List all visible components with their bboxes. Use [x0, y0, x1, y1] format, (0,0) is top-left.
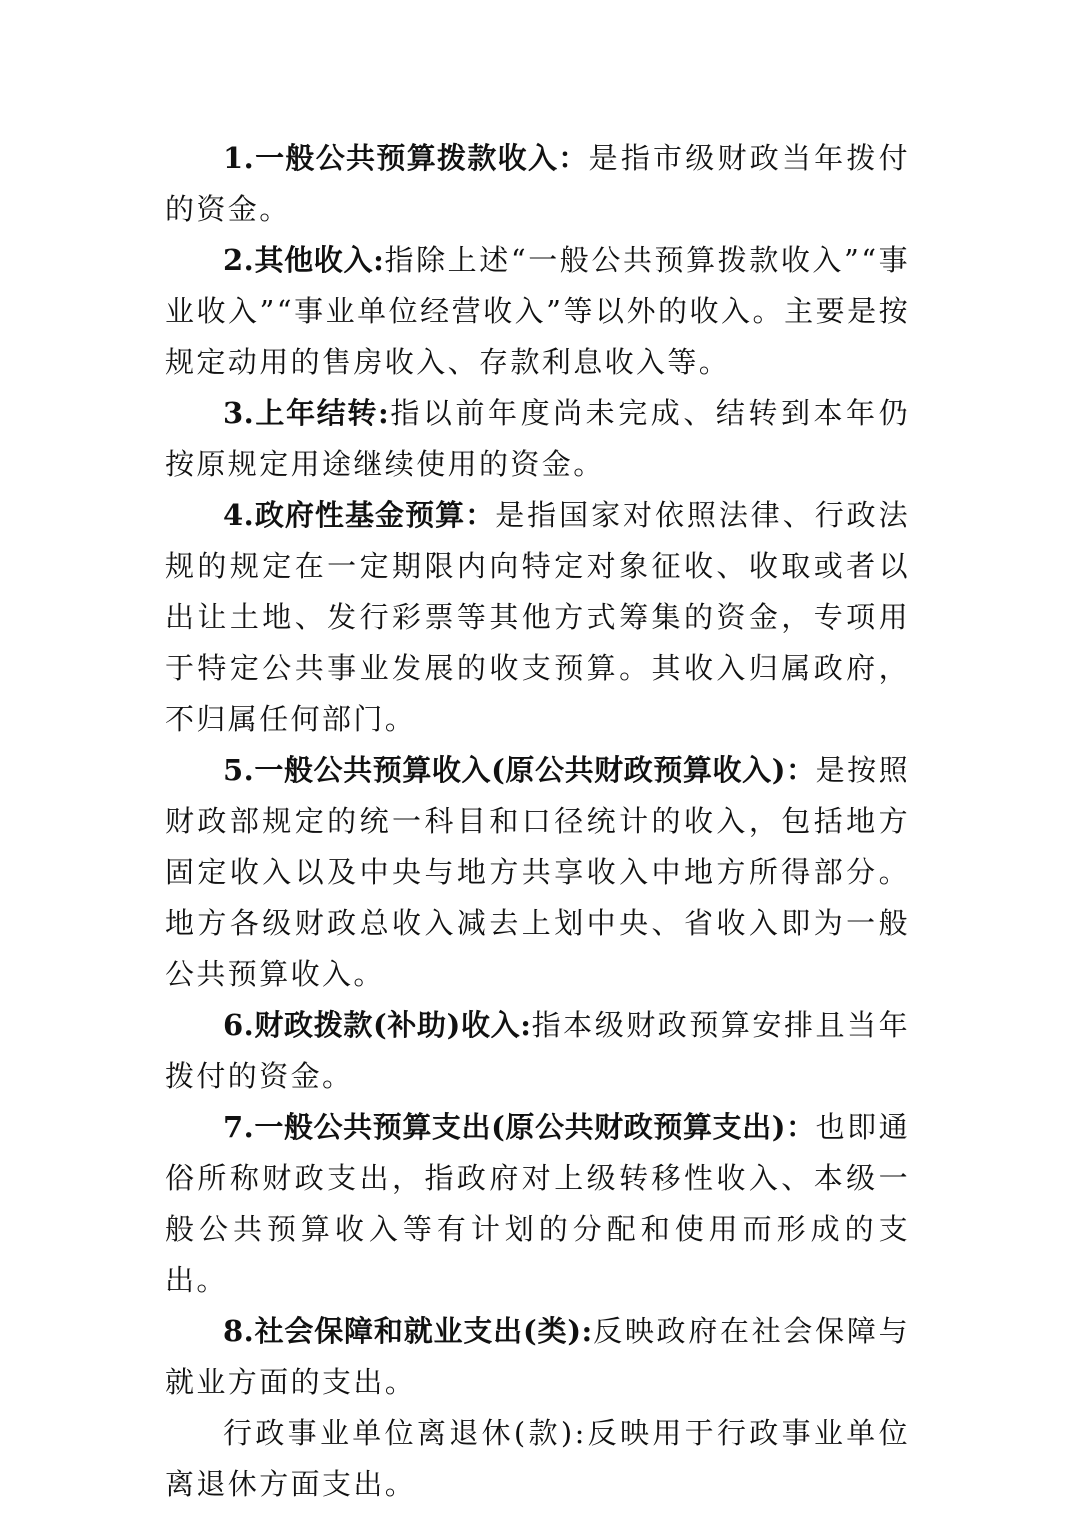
definition-term: 3.上年结转: — [223, 396, 390, 430]
definition-term: 6.财政拨款(补助)收入: — [223, 1008, 532, 1042]
definition-text: 指以前年度尚未完成、结转到本年仍按原规定用途继续使用的资金。 — [165, 396, 911, 481]
definition-paragraph-7 — [165, 1102, 910, 1306]
definition-paragraph-9 — [165, 1408, 910, 1510]
definition-text: 是指国家对依照法律、行政法规的规定在一定期限内向特定对象征收、收取或者以出让土地、发行彩票等其他方式筹集的资金，专项用于特定公共事业发展的收支预算。其收入归属政府，不归属任何部门。 — [165, 498, 910, 736]
definition-text: 行政事业单位离退休(款):反映用于行政事业单位离退休方面支出。 — [165, 1416, 910, 1501]
definition-term: 1.一般公共预算拨款收入： — [223, 141, 589, 175]
definition-paragraph-3 — [165, 388, 910, 490]
definition-paragraph-4 — [165, 490, 910, 745]
definition-term: 5.一般公共预算收入(原公共财政预算收入)： — [223, 753, 816, 787]
definition-paragraph-5 — [165, 745, 910, 1000]
definition-paragraph-2 — [165, 235, 910, 388]
definition-term: 2.其他收入: — [223, 243, 385, 277]
definition-text: 是指市级财政当年拨付的资金。 — [165, 141, 910, 226]
definition-term: 8.社会保障和就业支出(类): — [223, 1314, 593, 1348]
definition-paragraph-6 — [165, 1000, 910, 1102]
definition-text: 指除上述“一般公共预算拨款收入”“事业收入”“事业单位经营收入”等以外的收入。主要是按规定动用的售房收入、存款利息收入等。 — [165, 243, 910, 379]
definition-paragraph-1 — [165, 133, 910, 235]
definition-text: 是按照财政部规定的统一科目和口径统计的收入，包括地方固定收入以及中央与地方共享收入中地方所得部分。地方各级财政总收入减去上划中央、省收入即为一般公共预算收入。 — [165, 753, 911, 991]
definition-paragraph-8 — [165, 1306, 910, 1408]
definition-term: 7.一般公共预算支出(原公共财政预算支出)： — [223, 1110, 816, 1144]
definition-term: 4.政府性基金预算： — [223, 498, 496, 532]
definition-text: 也即通俗所称财政支出，指政府对上级转移性收入、本级一般公共预算收入等有计划的分配和使用而形成的支出。 — [165, 1110, 911, 1297]
document-body — [165, 133, 910, 1510]
definition-text: 指本级财政预算安排且当年拨付的资金。 — [165, 1008, 910, 1093]
definition-text: 反映政府在社会保障与就业方面的支出。 — [165, 1314, 910, 1399]
